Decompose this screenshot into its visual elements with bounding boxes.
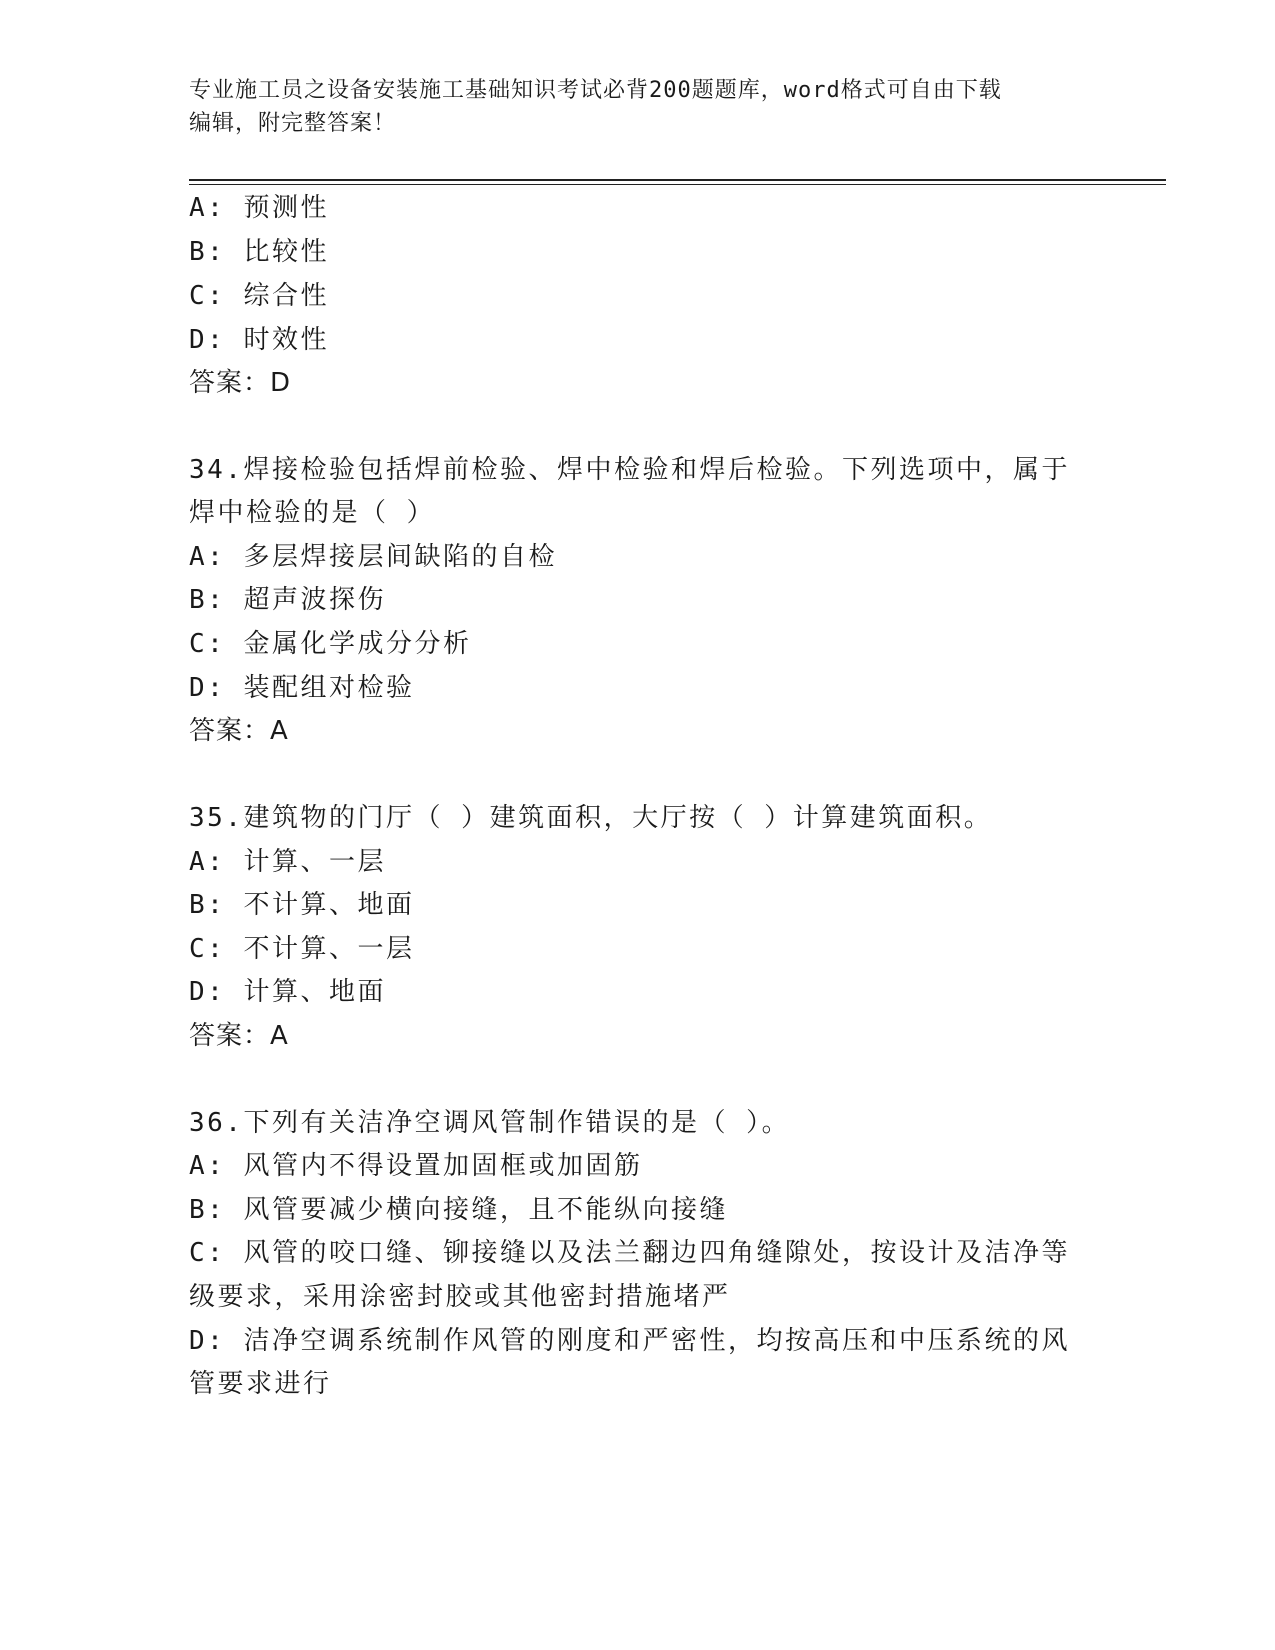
header-title-line-1: 专业施工员之设备安装施工基础知识考试必背200题题库，word格式可自由下载 — [189, 78, 1002, 103]
q36-option-b: B: 风管要减少横向接缝，且不能纵向接缝 — [189, 1195, 728, 1225]
header-divider-thick — [189, 179, 1166, 181]
header-title-line-2: 编辑，附完整答案！ — [189, 111, 397, 136]
q36-option-a: A: 风管内不得设置加固框或加固筋 — [189, 1151, 643, 1181]
q36-option-d-line-1: D: 洁净空调系统制作风管的刚度和严密性，均按高压和中压系统的风 — [189, 1326, 1070, 1356]
q33-option-d: D: 时效性 — [189, 325, 329, 355]
q34-option-b: B: 超声波探伤 — [189, 585, 386, 615]
q36-option-d-line-2: 管要求进行 — [189, 1369, 332, 1399]
q34-answer: 答案：A — [189, 716, 289, 746]
q34-stem-line-2: 焊中检验的是（ ） — [189, 498, 436, 528]
q35-option-a: A: 计算、一层 — [189, 847, 386, 877]
q34-option-a: A: 多层焊接层间缺陷的自检 — [189, 542, 557, 572]
q34-stem-line-1: 34.焊接检验包括焊前检验、焊中检验和焊后检验。下列选项中，属于 — [189, 455, 1070, 485]
document-header — [189, 74, 1079, 140]
header-divider-thin — [189, 184, 1166, 185]
q33-option-c: C: 综合性 — [189, 281, 329, 311]
q35-answer: 答案：A — [189, 1021, 289, 1051]
q35-option-d: D: 计算、地面 — [189, 977, 386, 1007]
q33-option-b: B: 比较性 — [189, 237, 329, 267]
q36-option-c-line-1: C: 风管的咬口缝、铆接缝以及法兰翻边四角缝隙处，按设计及洁净等 — [189, 1238, 1070, 1268]
q35-option-c: C: 不计算、一层 — [189, 934, 415, 964]
q34-option-c: C: 金属化学成分分析 — [189, 629, 472, 659]
q33-option-a: A: 预测性 — [189, 193, 329, 223]
q36-stem: 36.下列有关洁净空调风管制作错误的是（ ）。 — [189, 1108, 791, 1138]
q35-option-b: B: 不计算、地面 — [189, 890, 415, 920]
q34-option-d: D: 装配组对检验 — [189, 673, 415, 703]
q36-option-c-line-2: 级要求，采用涂密封胶或其他密封措施堵严 — [189, 1282, 731, 1312]
q35-stem: 35.建筑物的门厅（ ）建筑面积，大厅按（ ）计算建筑面积。 — [189, 803, 993, 833]
q33-answer: 答案：D — [189, 368, 292, 398]
